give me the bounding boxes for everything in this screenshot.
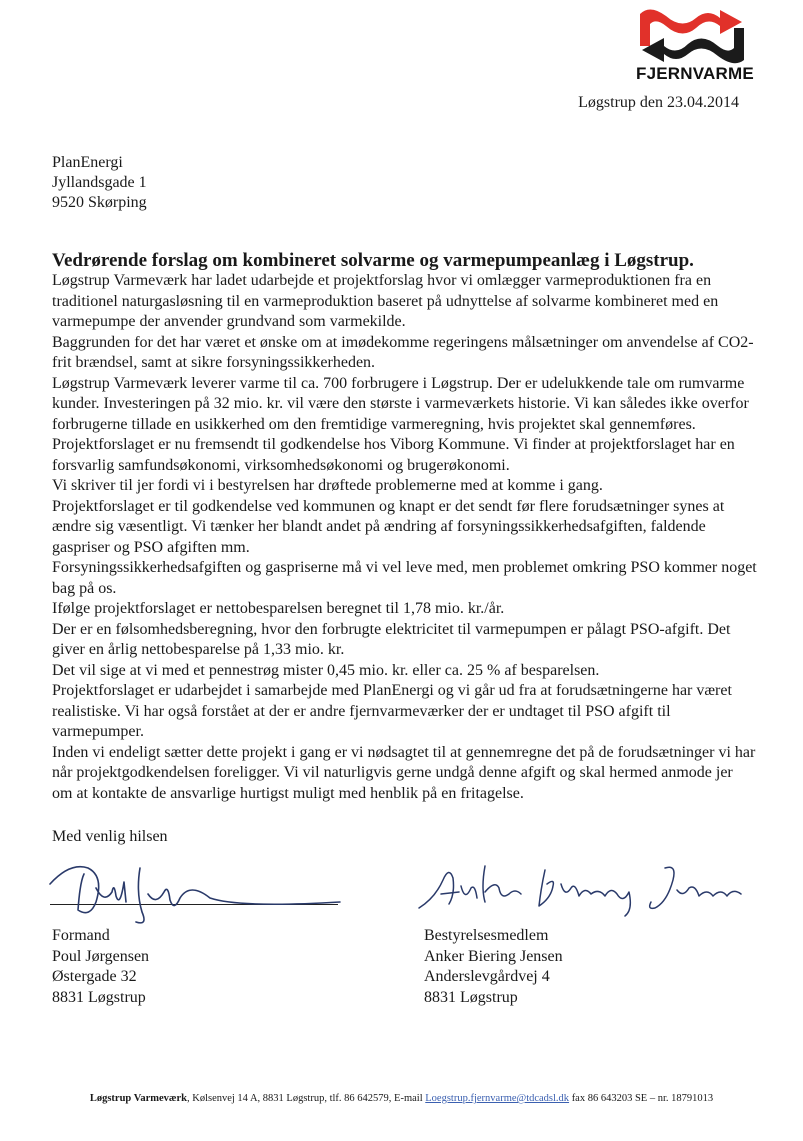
signer-title: Formand bbox=[52, 927, 110, 944]
recipient-street: Jyllandsgade 1 bbox=[52, 174, 147, 191]
footer-email-link[interactable]: Loegstrup.fjernvarme@tdcadsl.dk bbox=[425, 1093, 570, 1104]
letter-body bbox=[52, 271, 757, 804]
signer-right bbox=[424, 926, 563, 1008]
fjernvarme-logo-icon bbox=[636, 6, 748, 66]
signer-name: Anker Biering Jensen bbox=[424, 947, 563, 965]
body-paragraph: Der er en følsomhedsberegning, hvor den forbrugte elektricitet til varmepumpen er pålagt PSO-afgift. Det giver en årlig nettobesparelse på 1,33 mio. kr. bbox=[52, 620, 731, 658]
body-paragraph: Ifølge projektforslaget er nettobesparelsen beregnet til 1,78 mio. kr./år. bbox=[52, 600, 505, 617]
logo-wordmark: FJERNVARME bbox=[636, 64, 754, 83]
body-paragraph: Forsyningssikkerhedsafgiften og gaspriserne må vi vel leve med, men problemet omkring PSO kommer noget bag på os. bbox=[52, 559, 757, 597]
letterhead-footer bbox=[0, 1093, 803, 1104]
signer-name: Poul Jørgensen bbox=[52, 947, 150, 965]
footer-address: , Kølsenvej 14 A, 8831 Løgstrup, tlf. 86 642579, E-mail bbox=[186, 1093, 426, 1104]
date-line: Løgstrup den 23.04.2014 bbox=[578, 94, 739, 111]
signer-title: Bestyrelsesmedlem bbox=[424, 927, 549, 944]
recipient-city: 9520 Skørping bbox=[52, 194, 147, 211]
body-paragraph: Inden vi endeligt sætter dette projekt i gang er vi nødsagtet til at gennemregne det på de forudsætninger vi har når projektgodkendelsen foreligger. Vi vil naturligvis gerne undgå denne afgift og skal hermed anmode jer om at kontakte de ansvarlige hurtigst muligt med henblik på en fritagelse. bbox=[52, 743, 756, 802]
signer-left bbox=[52, 926, 149, 1008]
body-paragraph: Projektforslaget er udarbejdet i samarbejde med PlanEnergi og vi går ud fra at forudsætningerne har været realistiske. Vi har også forstået at der er andre fjernvarmeværker der er undtaget til PSO afgift til varmepumper. bbox=[52, 682, 732, 740]
signer-city: 8831 Løgstrup bbox=[52, 988, 146, 1006]
footer-org: Løgstrup Varmeværk bbox=[89, 1093, 187, 1104]
body-paragraph: Løgstrup Varmeværk har ladet udarbejde et projektforslag hvor vi omlægger varmeproduktionen fra en traditionel naturgasløsning til en varmeproduktion baseret på udnyttelse af solvarme kombineret med en varmepumpe der anvender grundvand som varmekilde. bbox=[52, 272, 719, 330]
body-paragraph: Projektforslaget er nu fremsendt til godkendelse hos Viborg Kommune. Vi finder at projektforslaget har en forsvarlig samfundsøkonomi, virksomhedsøkonomi og brugerøkonomi. bbox=[52, 436, 735, 474]
signer-city: 8831 Løgstrup bbox=[424, 988, 518, 1006]
signature-anker-biering-jensen bbox=[415, 858, 745, 918]
body-paragraph: Det vil sige at vi med et pennestrøg mister 0,45 mio. kr. eller ca. 25 % af besparelsen. bbox=[52, 661, 600, 679]
body-paragraph: Løgstrup Varmeværk leverer varme til ca. 700 forbrugere i Løgstrup. Der er udelukkende tale om rumvarme kunder. Investeringen på 32 mio. kr. vil være den største i varmeværkets historie. Vi kan således ikke overfor forbrugerne tillade en usikkerhed om den fremtidige varmeregning, hvis projektet skal gennemføres. bbox=[52, 374, 749, 433]
body-paragraph: Vi skriver til jer fordi vi i bestyrelsen har drøftede problemerne med at komme i gang. bbox=[52, 477, 603, 494]
body-paragraph: Baggrunden for det har været et ønske om at imødekomme regeringens målsætninger om anvendelse af CO2-frit brændsel, samt at sikre forsyningssikkerheden. bbox=[52, 333, 754, 371]
signer-street: Østergade 32 bbox=[52, 968, 137, 985]
body-paragraph: Projektforslaget er til godkendelse ved kommunen og knapt er det sendt før flere forudsætninger synes at ændre sig væsentligt. Vi tænker her blandt andet på ændring af forsyningssikkerhedsafgiften, faldende gaspriser og PSO afgiften mm. bbox=[52, 497, 725, 556]
footer-contact: fax 86 643203 SE – nr. 18791013 bbox=[569, 1093, 714, 1104]
recipient-name: PlanEnergi bbox=[52, 154, 123, 171]
letter-subject: Vedrørende forslag om kombineret solvarme og varmepumpeanlæg i Løgstrup. bbox=[52, 250, 694, 271]
closing-salutation: Med venlig hilsen bbox=[52, 828, 168, 845]
signer-street: Anderslevgårdvej 4 bbox=[424, 968, 550, 985]
recipient-address bbox=[52, 153, 147, 213]
signature-poul-jorgensen bbox=[40, 852, 350, 930]
